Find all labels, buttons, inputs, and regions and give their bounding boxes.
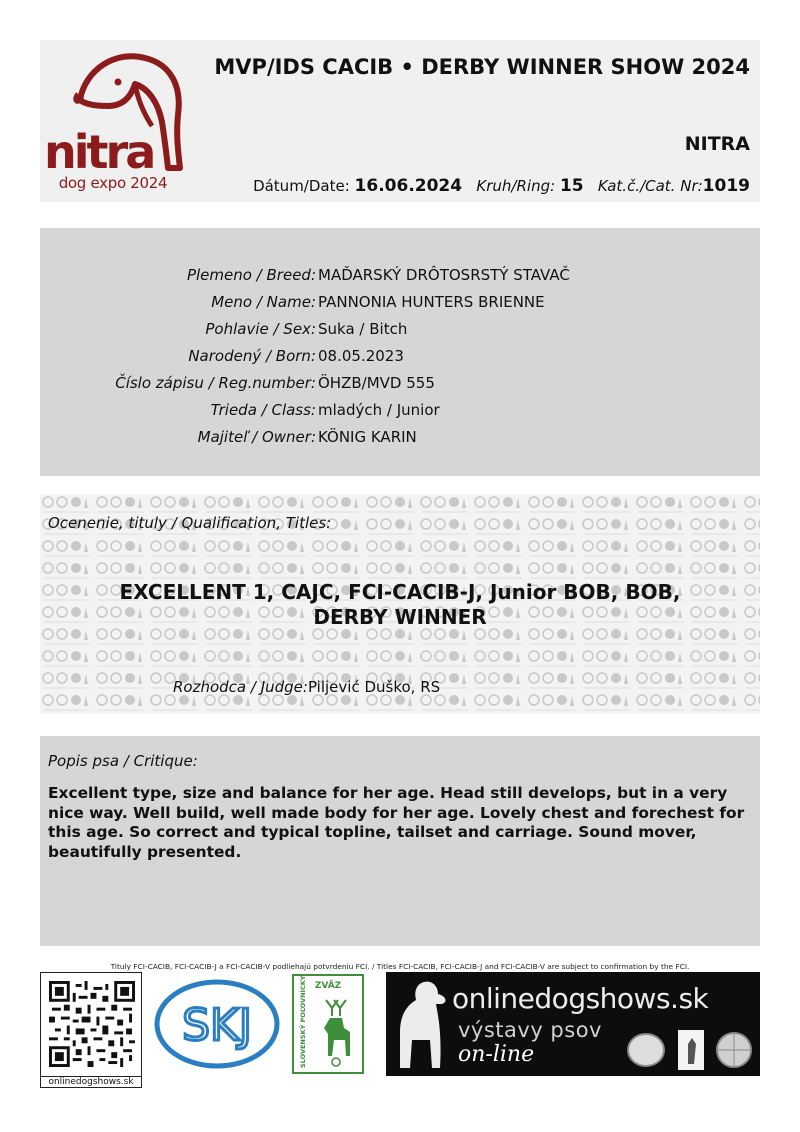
svz-logo	[292, 974, 364, 1074]
titles-line-2: DERBY WINNER	[313, 605, 487, 629]
nitra-dog-expo-logo	[40, 40, 190, 202]
ods-title[interactable]: onlinedogshows.sk	[452, 982, 709, 1015]
info-row-sex	[40, 320, 760, 346]
svg-text:nitra: nitra	[44, 125, 154, 179]
show-city: NITRA	[684, 133, 750, 155]
judge-label: Rozhodca / Judge:	[173, 678, 308, 696]
ods-online: on-line	[458, 1042, 535, 1067]
show-title: MVP/IDS CACIB • DERBY WINNER SHOW 2024	[214, 55, 750, 79]
ring-value: 15	[559, 176, 584, 196]
sex-value: Suka / Bitch	[318, 320, 408, 338]
onlinedogshows-banner[interactable]	[386, 972, 760, 1076]
info-row-owner	[40, 428, 760, 454]
show-meta-line	[253, 176, 750, 196]
owner-label: Majiteľ / Owner:	[197, 428, 316, 446]
sex-label: Pohlavie / Sex:	[205, 320, 316, 338]
breed-value: MAĎARSKÝ DRÔTOSRSTÝ STAVAČ	[318, 266, 570, 284]
date-value: 16.06.2024	[354, 176, 463, 196]
ods-subtitle: výstavy psov	[458, 1018, 602, 1042]
info-row-breed	[40, 266, 760, 292]
info-row-born	[40, 347, 760, 373]
qualification-label: Ocenenie, tituly / Qualification, Titles:	[48, 514, 332, 532]
logo-caption: dog expo 2024	[58, 174, 168, 192]
partner-logos	[626, 1024, 756, 1074]
critique-label: Popis psa / Critique:	[48, 752, 198, 770]
svg-text:SKJ: SKJ	[182, 1000, 252, 1051]
footer-logos	[40, 972, 760, 1087]
qr-code-icon[interactable]	[49, 981, 135, 1067]
svg-text:ZVÄZ: ZVÄZ	[314, 981, 342, 991]
judge-line	[173, 678, 440, 696]
qr-code-box[interactable]	[40, 972, 142, 1088]
ski-emblem-icon	[152, 974, 282, 1074]
breed-label: Plemeno / Breed:	[186, 266, 316, 284]
fci-disclaimer: Tituly FCI-CACIB, FCI-CACIB-J a FCI-CACIB-V podliehajú potvrdeniu FCI. / Titles FCI-CACIB, FCI-CACIB-J and FCI-CACIB-V are subject to confirmation by the FCI.	[110, 962, 690, 971]
name-value: PANNONIA HUNTERS BRIENNE	[318, 293, 545, 311]
qr-caption[interactable]: onlinedogshows.sk	[41, 1076, 141, 1087]
owner-value: KÖNIG KARIN	[318, 428, 417, 446]
header	[40, 40, 760, 202]
critique-text: Excellent type, size and balance for her age. Head still develops, but in a very nice way. Well build, well made body for her age. Lovely chest and forechest for this age. So correct and typical topline, tailset and carriage. Sound mover, beautifully presented.	[48, 784, 745, 861]
titles-line-1: EXCELLENT 1, CAJC, FCI-CACIB-J, Junior BOB, BOB,	[119, 580, 681, 604]
deer-emblem-icon	[294, 976, 362, 1072]
svg-text:SLOVENSKÝ POĽOVNÍCKY: SLOVENSKÝ POĽOVNÍCKY	[299, 976, 307, 1068]
class-label: Trieda / Class:	[210, 401, 316, 419]
catalog-value: 1019	[702, 176, 750, 196]
info-row-reg	[40, 374, 760, 400]
ski-small-icon	[628, 1034, 664, 1066]
ski-logo	[152, 974, 282, 1074]
ring-label: Kruh/Ring:	[476, 177, 556, 195]
born-value: 08.05.2023	[318, 347, 404, 365]
name-label: Meno / Name:	[211, 293, 316, 311]
class-value: mladých / Junior	[318, 401, 440, 419]
reg-value: ÖHZB/MVD 555	[318, 374, 435, 392]
catalog-label: Kat.č./Cat. Nr:	[597, 177, 703, 195]
critique-panel	[40, 736, 760, 946]
dog-head-icon	[40, 40, 190, 180]
dog-info-panel	[40, 228, 760, 476]
born-label: Narodený / Born:	[188, 347, 316, 365]
judge-value: Piljević Duško, RS	[307, 678, 441, 696]
qualification-panel	[40, 494, 760, 714]
info-row-class	[40, 401, 760, 427]
qualification-titles	[40, 580, 760, 630]
info-row-name	[40, 293, 760, 319]
reg-label: Číslo zápisu / Reg.number:	[115, 374, 316, 392]
date-label: Dátum/Date:	[253, 177, 350, 195]
